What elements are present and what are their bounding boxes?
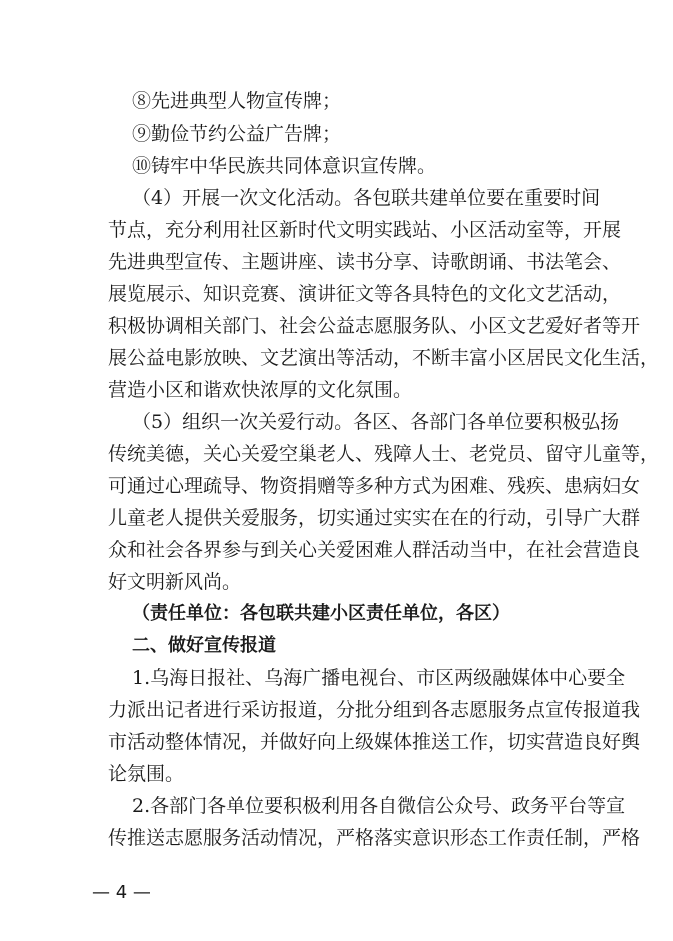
paragraph-line: 2.各部门各单位要积极利用各自微信公众号、政务平台等宣 [132, 795, 626, 817]
paragraph-line: 力派出记者进行采访报道，分批分组到各志愿服务点宣传报道我 [108, 699, 641, 721]
list-item-9: ⑨勤俭节约公益广告牌； [132, 123, 342, 145]
section-heading: 二、做好宣传报道 [132, 635, 276, 656]
paragraph-line: 节点，充分利用社区新时代文明实践站、小区活动室等，开展 [108, 219, 622, 241]
paragraph-line: 儿童老人提供关爱服务，切实通过实实在在的行动，引导广大群 [108, 507, 641, 529]
paragraph-line: 好文明新风尚。 [108, 571, 242, 593]
responsibility-note: （责任单位：各包联共建小区责任单位，各区） [132, 603, 510, 624]
page-number: — 4 — [92, 882, 151, 903]
paragraph-line: 市活动整体情况，并做好向上级媒体推送工作，切实营造良好舆 [108, 731, 641, 753]
paragraph-line: 展公益电影放映、文艺演出等活动，不断丰富小区居民文化生活， [108, 347, 660, 369]
paragraph-line: 传推送志愿服务活动情况，严格落实意识形态工作责任制，严格 [108, 827, 641, 849]
paragraph-line: 1.乌海日报社、乌海广播电视台、市区两级融媒体中心要全 [132, 667, 626, 689]
paragraph-line: 营造小区和谐欢快浓厚的文化氛围。 [108, 379, 413, 401]
paragraph-line: 论氛围。 [108, 763, 185, 785]
paragraph-line: （4）开展一次文化活动。各包联共建单位要在重要时间 [132, 187, 601, 209]
paragraph-line: 可通过心理疏导、物资捐赠等多种方式为困难、残疾、患病妇女 [108, 475, 641, 497]
list-item-10: ⑩铸牢中华民族共同体意识宣传牌。 [132, 155, 437, 177]
list-item-8: ⑧先进典型人物宣传牌； [132, 90, 342, 112]
paragraph-line: 积极协调相关部门、社会公益志愿服务队、小区文艺爱好者等开 [108, 315, 641, 337]
paragraph-line: 先进典型宣传、主题讲座、读书分享、诗歌朗诵、书法笔会、 [108, 251, 622, 273]
paragraph-line: 传统美德，关心关爱空巢老人、残障人士、老党员、留守儿童等， [108, 443, 660, 465]
paragraph-line: 众和社会各界参与到关心关爱困难人群活动当中，在社会营造良 [108, 539, 641, 561]
paragraph-line: （5）组织一次关爱行动。各区、各部门各单位要积极弘扬 [132, 411, 620, 433]
paragraph-line: 展览展示、知识竞赛、演讲征文等各具特色的文化文艺活动， [108, 283, 622, 305]
